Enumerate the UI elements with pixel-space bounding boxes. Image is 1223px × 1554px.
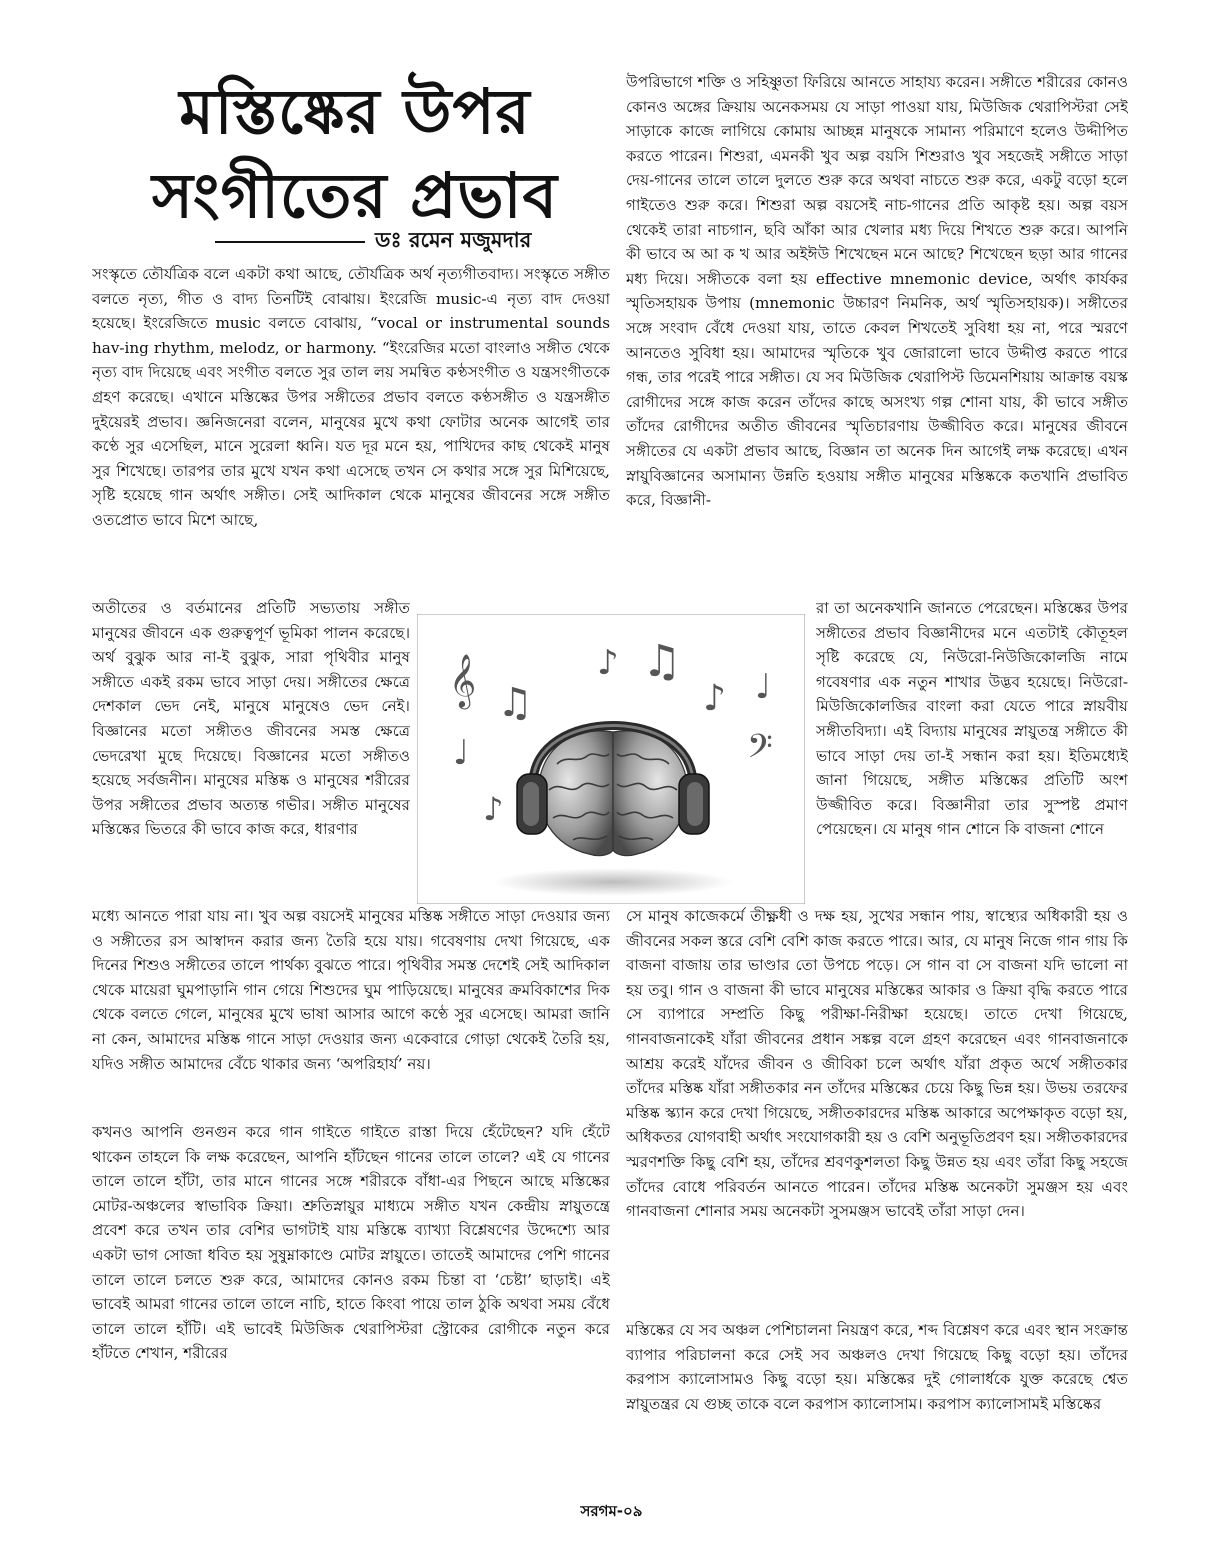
paragraph: কখনও আপনি গুনগুন করে গান গাইতে গাইতে রাস্তা দিয়ে হেঁটেছেন? যদি হেঁটে থাকেন তাহলে কি লক্ষ করেছেন, আপনি হাঁটছেন গানের তালে তালে? এই যে গানের তালে তালে হাঁটা, তার মানে গানের সঙ্গে শরীরকে বাঁধা-এর পিছনে আছে মস্তিষ্কের মোটর-অঞ্চলের স্বাভাবিক ক্রিয়া। শ্রুতিস্নায়ুর মাধ্যমে সঙ্গীত যখন কেন্দ্রীয় স্নায়ুতন্ত্রে প্রবেশ করে তখন তার বেশির ভাগটাই যায় মস্তিষ্কে ব্যাখ্যা বিশ্লেষণের উদ্দেশ্যে আর একটা ভাগ সোজা ধবিত হয় সুষুম্নাকাণ্ডে মোটর স্নায়ুতে। তাতেই আমাদের পেশি গানের তালে তালে চলতে শুরু করে, আমাদের কোনও রকম চিন্তা বা ‘চেষ্টা’ ছাড়াই। এই ভাবেই আমরা গানের তালে তালে নাচি, হাতে কিংবা পায়ে তাল ঠুকি অথবা সময় বেঁধে তালে তালে হাঁটি। এই ভাবেই মিউজিক থেরাপিস্টরা স্ট্রোকের রোগীকে নতুন করে হাঁটতে শেখান, শরীরের — [92, 1123, 610, 1363]
title-line-1: মস্তিষ্কের উপর — [179, 75, 531, 148]
left-column-top — [92, 262, 610, 598]
paragraph: রা তা অনেকখানি জানতে পেরেছেন। মস্তিষ্কের উপর সঙ্গীতের প্রভাব বিজ্ঞানীদের মনে এতটাই কৌতূহল সৃষ্টি করেছে যে, নিউরো-নিউজিকোলজি নামে গবেষণার এক নতুন শাখার উদ্ভব হয়েছে। নিউরো-মিউজিকোলজির বাংলা করা যেতে পারে স্নায়বীয় সঙ্গীতবিদ্যা। এই বিদ্যায় মানুষের স্নায়ুতন্ত্র সঙ্গীতে কী ভাবে সাড়া দেয় তা-ই সন্ধান করা হয়। ইতিমধ্যেই জানা গিয়েছে, সঙ্গীত মস্তিষ্কের প্রতিটি অংশ উজ্জীবিত করে। বিজ্ঞানীরা তার সুস্পষ্ট প্রমাণ পেয়েছেন। যে মানুষ গান শোনে কি বাজনা শোনে — [816, 599, 1128, 839]
page-number: সরগম-০৯ — [580, 1502, 643, 1520]
brain-icon — [538, 731, 687, 856]
left-column-wrap — [92, 596, 410, 902]
title-line-2: সংগীতের প্রভাব — [151, 159, 559, 232]
svg-text:♪: ♪ — [597, 643, 619, 683]
paragraph: সংস্কৃতে তৌর্যত্রিক বলে একটা কথা আছে, তৌর্যত্রিক অর্থ নৃত্যগীতবাদ্য। সংস্কৃতে সঙ্গীত বলতে নৃত্য, গীত ও বাদ্য তিনটিই বোঝায়। ইংরেজি music-এ নৃত্য বাদ দেওয়া হয়েছে। ইংরেজিতে music বলতে বোঝায়, “vocal or instrumental sounds hav-ing rhythm, melodz, or harmony. “ইংরেজির মতো বাংলাও সঙ্গীত থেকে নৃত্য বাদ দিয়েছে এবং সংগীত বলতে সুর তাল লয় সমন্বিত কণ্ঠসংগীত ও যন্ত্রসংগীতকে গ্রহণ করেছে। এখানে মস্তিষ্কের উপর সঙ্গীতের প্রভাব বলতে কণ্ঠসঙ্গীত ও যন্ত্রসঙ্গীত দুইয়েরই প্রভাব। জ্ঞনিজনেরা বলেন, মানুষের মুখে কথা ফোটার অনেক আগেই তার কণ্ঠে সুর এসেছিল, মানে সুরেলা ধ্বনি। যত দূর মনে হয়, পাখিদের কাছ থেকেই মানুষ সুর শিখেছে। তারপর তার মুখে যখন কথা এসেছে তখন সে কথার সঙ্গে সুর মিশিয়েছে, সৃষ্টি হয়েছে গান অর্থাৎ সঙ্গীত। সেই আদিকাল থেকে মানুষের জীবনের সঙ্গে সঙ্গীত ওতপ্রোত ভাবে মিশে আছে, — [92, 265, 610, 529]
svg-text:♪: ♪ — [703, 678, 726, 719]
svg-text:♫: ♫ — [642, 636, 682, 687]
svg-text:♪: ♪ — [483, 790, 504, 828]
right-column-bottom — [626, 1318, 1128, 1440]
author-name: ডঃ রমেন মজুমদার — [375, 228, 532, 252]
left-column-bottom — [92, 1120, 610, 1438]
brain-headphones-illustration — [417, 614, 805, 904]
paragraph: উপরিভাগে শক্তি ও সহিষ্ণুতা ফিরিয়ে আনতে সাহায্য করেন। সঙ্গীতে শরীরের কোনও কোনও অঙ্গের ক্রিয়ায় অনেকসময় যে সাড়া পাওয়া যায়, মিউজিক থেরাপিস্টরা সেই সাড়াকে কাজে লাগিয়ে কোমায় আচ্ছন্ন মানুষকে সামান্য পরিমাণে হলেও উদ্দীপিত করতে পারেন। শিশুরা, এমনকী খুব অল্প বয়সি শিশুরাও খুব সহজেই সঙ্গীতে সাড়া দেয়-গানের তালে তালে দুলতে শুরু করে অথবা নাচতে শুরু করে, একটু বড়ো হলে গাইতেও শুরু করে। শিশুরা অল্প বয়সেই নাচ-গানের প্রতি আকৃষ্ট হয়। অল্প বয়স থেকেই তারা নাচগান, ছবি আঁকা আর খেলার মধ্য দিয়ে শিখতে শুরু করে। আপনি কী ভাবে অ আ ক খ আর অইঈউ শিখেছেন মনে আছে? শিখেছেন ছড়া আর গানের মধ্য দিয়ে। সঙ্গীতকে বলা হয় effective mnemonic device, অর্থাৎ কার্যকর স্মৃতিসহায়ক উপায় (mnemonic উচ্চারণ নিমনিক, অর্থ স্মৃতিসহায়ক)। সঙ্গীতের সঙ্গে সংবাদ বেঁধে দেওয়া যায়, তাতে কেবল শিখতেই সুবিধা হয় না, পরে স্মরণে আনতেও সুবিধা হয়। আমাদের স্মৃতিকে খুব জোরালো ভাবে উদ্দীপ্ত করতে পারে গন্ধ, তার পরেই পারে সঙ্গীত। যে সব মিউজিক থেরাপিস্ট ডিমেনশিয়ায় আক্রান্ত বয়স্ক রোগীদের সঙ্গে কাজ করেন তাঁদের কাছে অসংখ্য গল্প শোনা যায়, কী ভাবে সঙ্গীত তাঁদের রোগীদের অতীত জীবনের স্মৃতিচারণায় উজ্জীবিত করে। মানুষের জীবনে সঙ্গীতের যে একটা প্রভাব আছে, বিজ্ঞান তা অনেক দিন আগেই লক্ষ করেছে। এখন স্নায়ুবিজ্ঞানের অসামান্য উন্নতি হওয়ায় সঙ্গীত মানুষের মস্তিষ্ককে কতখানি প্রভাবিত করে, বিজ্ঞানী- — [626, 73, 1128, 510]
svg-text:♫: ♫ — [497, 680, 533, 726]
byline — [215, 224, 610, 256]
paragraph: মস্তিষ্কের যে সব অঞ্চল পেশিচালনা নিয়ন্ত্রণ করে, শব্দ বিশ্লেষণ করে এবং স্থান সংক্রান্ত ব্যাপার পরিচালনা করে সেই সব অঞ্চলও দেখা গিয়েছে কিছু বড়ো হয়। তাঁদের করপাস ক্যালোসামও কিছু বড়ো হয়। মস্তিষ্কের দুই গোলার্ধকে যুক্ত করেছে শ্বেত স্নায়ুতন্ত্রর যে গুচ্ছ তাকে বলে করপাস ক্যালোসাম। করপাস ক্যালোসামই মস্তিষ্কের — [626, 1321, 1128, 1413]
svg-text:♩: ♩ — [453, 733, 470, 773]
svg-text:𝄢: 𝄢 — [747, 728, 773, 774]
right-column-mid — [626, 904, 1128, 1318]
paragraph: অতীতের ও বর্তমানের প্রতিটি সভ্যতায় সঙ্গীত মানুষের জীবনে এক গুরুত্বপূর্ণ ভূমিকা পালন করেছে। অর্থ বুঝুক আর না-ই বুঝুক, সারা পৃথিবীর মানুষ সঙ্গীতে একই রকম ভাবে সাড়া দেয়। সঙ্গীতের ক্ষেত্রে দেশকাল ভেদ নেই, মানুষে মানুষেও ভেদ নেই। বিজ্ঞানের মতো সঙ্গীতও জীবনের সমস্ত ক্ষেত্রে ভেদরেখা মুছে দিয়েছে। বিজ্ঞানের মতো সঙ্গীতও হয়েছে সর্বজনীন। মানুষের মস্তিষ্ক ও মানুষের শরীরের উপর সঙ্গীতের প্রভাব অত্যন্ত গভীর। সঙ্গীত মানুষের মস্তিষ্কের ভিতরে কী ভাবে কাজ করে, ধারণার — [92, 599, 410, 839]
right-column-top — [626, 70, 1128, 596]
right-column-wrap — [816, 596, 1128, 902]
paragraph: মধ্যে আনতে পারা যায় না। খুব অল্প বয়সেই মানুষের মস্তিষ্ক সঙ্গীতে সাড়া দেওয়ার জন্য ও সঙ্গীতের রস আস্বাদন করার জন্য তৈরি হয়ে যায়। গবেষণায় দেখা গিয়েছে, এক দিনের শিশুও সঙ্গীতের তালে পার্থক্য বুঝতে পারে। পৃথিবীর সমস্ত দেশেই সেই আদিকাল থেকে মায়েরা ঘুমপাড়ানি গান গেয়ে শিশুদের ঘুম পাড়িয়েছে। মানুষের ক্রমবিকাশের দিক থেকে বলতে গেলে, মানুষের মুখে ভাষা আসার আগে কণ্ঠে সুর এসেছে। আমরা জানি না কেন, আমাদের মস্তিষ্ক গানে সাড়া দেওয়ার জন্য একেবারে গোড়া থেকেই তৈরি হয়, যদিও সঙ্গীত আমাদের বেঁচে থাকার জন্য ‘অপরিহার্য’ নয়। — [92, 907, 610, 1073]
left-column-mid — [92, 904, 610, 1118]
article-title — [120, 70, 590, 238]
svg-text:𝄞: 𝄞 — [449, 653, 477, 707]
paragraph: সে মানুষ কাজেকর্মে তীক্ষ্ণধী ও দক্ষ হয়, সুখের সন্ধান পায়, স্বাস্থ্যের অধিকারী হয় ও জীবনের সকল স্তরে বেশি বেশি কাজ করতে পারে। আর, যে মানুষ নিজে গান গায় কি বাজনা বাজায় তার ভাণ্ডার তো উপচে পড়ে। সে গান বা সে বাজনা যদি ভালো না হয় তবু। গান ও বাজনা কী ভাবে মানুষের মস্তিষ্কের আকার ও ক্রিয়া বৃদ্ধি করতে পারে সে ব্যাপারে সম্প্রতি কিছু পরীক্ষা-নিরীক্ষা হয়েছে। তাতে দেখা গিয়েছে, গানবাজনাকেই যাঁরা জীবনের প্রধান সঙ্কল্প বলে গ্রহণ করেছেন এবং গানবাজনাকে আশ্রয় করেই যাঁদের জীবন ও জীবিকা চলে অর্থাৎ যাঁরা প্রকৃত অর্থে সঙ্গীতকার তাঁদের মস্তিষ্ক যাঁরা সঙ্গীতকার নন তাঁদের মস্তিষ্কের চেয়ে কিছু ভিন্ন হয়। উভয় তরফের মস্তিষ্ক স্ক্যান করে দেখা গিয়েছে, সঙ্গীতকারদের মস্তিষ্ক আকারে অপেক্ষাকৃত বড়ো হয়, অধিকতর যোগবাহী অর্থাৎ সংযোগকারী হয় ও বেশি অনুভূতিপ্রবণ হয়। সঙ্গীতকারদের স্মরণশক্তি কিছু বেশি হয়, তাঁদের শ্রবণকুশলতা কিছু উন্নত হয় এবং তাঁরা কিছু সহজে তাঁদের বোধে পরিবর্তন আনতে পারেন। তাঁদের মস্তিষ্ক অনেকটা সুমঞ্জস হয় এবং গানবাজনা শোনার সময় অনেকটা সুসমঞ্জস ভাবেই তাঁরা সাড়া দেন। — [626, 907, 1128, 1221]
svg-text:♩: ♩ — [755, 667, 772, 707]
byline-rule — [215, 241, 365, 243]
